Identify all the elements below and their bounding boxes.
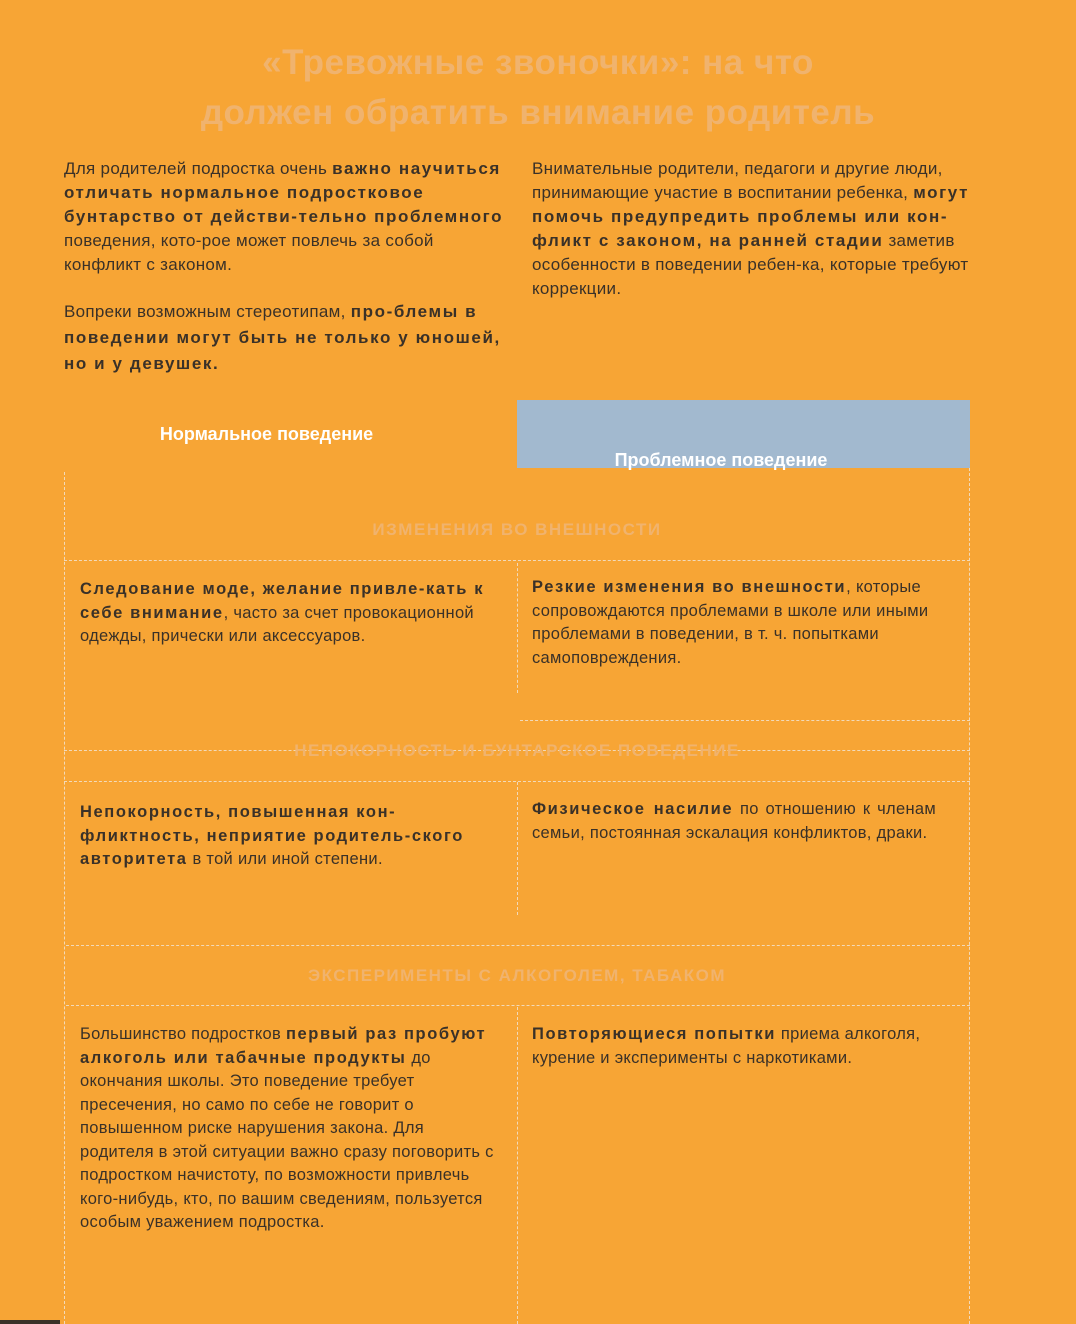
cell-text: , часто за счет провокационной одежды, прически или аксессуаров. [80, 603, 474, 645]
intro-bold: важно научиться отличать нормальное подростковое бунтарство от действи-тельно проблемного [64, 159, 504, 226]
cell-text: , которые сопровождаются проблемами в школе или иными проблемами в поведении, в т. ч. попытками самоповреждения. [532, 578, 929, 667]
intro-text: Вопреки возможным стереотипам, [64, 302, 351, 321]
title-line-2: должен обратить внимание родитель [200, 93, 876, 132]
intro-paragraph-1 [64, 157, 509, 277]
title-line-1: «Тревожные звоночки»: на что [262, 43, 814, 82]
divider-left [64, 472, 65, 1324]
cell-text: Большинство подростков [80, 1025, 286, 1043]
cell-problem [532, 1023, 952, 1070]
intro-paragraph-2 [64, 299, 509, 377]
cell-bold: Резкие изменения во внешности [532, 578, 847, 596]
intro-bold: про-блемы в поведении могут быть не только у юношей, но и у девушек. [64, 302, 501, 373]
cell-normal [80, 1023, 500, 1235]
intro-text: поведения, кото-рое может повлечь за собой конфликт с законом. [64, 231, 434, 274]
cell-normal [80, 801, 500, 872]
cell-text: по отношению к членам семьи, постоянная эскалация конфликтов, драки. [532, 800, 936, 842]
intro-text: Для родителей подростка очень [64, 159, 333, 178]
divider-middle-1 [517, 563, 518, 693]
cell-problem [532, 576, 957, 670]
cell-text: до окончания школы. Это поведение требует пресечения, но само по себе не говорит о повышенном риске нарушения закона. Для родителя в этой ситуации важно сразу поговорить с подростком начистоту, по возможности привлечь кого-нибудь, кто, по вашим сведениям, пользуется особым уважением подростка. [80, 1048, 494, 1231]
intro-text: Внимательные родители, педагоги и другие люди, принимающие участие в воспитании ребенка, [532, 159, 943, 202]
column-header-problem: Проблемное поведение [614, 450, 828, 470]
cell-text: приема алкоголя, курение и эксперименты с наркотиками. [532, 1025, 921, 1067]
divider-horizontal [64, 781, 970, 782]
divider-middle-2 [517, 782, 518, 915]
cell-bold: первый раз пробуют алкоголь или табачные продукты [80, 1025, 487, 1067]
intro-bold: могут помочь предупредить проблемы или кон-фликт с законом, на ранней стадии [532, 183, 969, 250]
cell-text: в той или иной степени. [187, 850, 383, 868]
cell-bold: Непокорность, повышенная кон-фликтность, неприятие родитель-ского авторитета [80, 803, 464, 868]
section-title: ИЗМЕНЕНИЯ ВО ВНЕШНОСТИ [372, 520, 662, 539]
cell-bold: Следование моде, желание привле-кать к себе внимание [80, 580, 485, 622]
intro-text: заметив особенности в поведении ребен-ка, которые требуют коррекции. [532, 231, 969, 298]
divider-right [969, 468, 970, 1324]
section-title: НЕПОКОРНОСТЬ И БУНТАРСКОЕ ПОВЕДЕНИЕ [294, 741, 740, 760]
divider-horizontal [520, 720, 970, 721]
cell-bold: Физическое насилие [532, 800, 734, 818]
divider-middle-3 [517, 1007, 518, 1324]
intro-right [532, 157, 972, 301]
divider-horizontal [66, 1005, 970, 1006]
intro-paragraph-3 [532, 157, 972, 301]
column-header-normal: Нормальное поведение [159, 424, 374, 444]
page-title [0, 38, 1076, 138]
divider-horizontal [64, 560, 970, 561]
divider-horizontal [66, 945, 970, 946]
intro-left [64, 157, 509, 377]
section-title: ЭКСПЕРИМЕНТЫ С АЛКОГОЛЕМ, ТАБАКОМ [308, 966, 726, 985]
cell-problem [532, 798, 936, 845]
cell-bold: Повторяющиеся попытки [532, 1025, 776, 1043]
cell-normal [80, 578, 500, 649]
page-edge-mark [0, 1320, 60, 1324]
